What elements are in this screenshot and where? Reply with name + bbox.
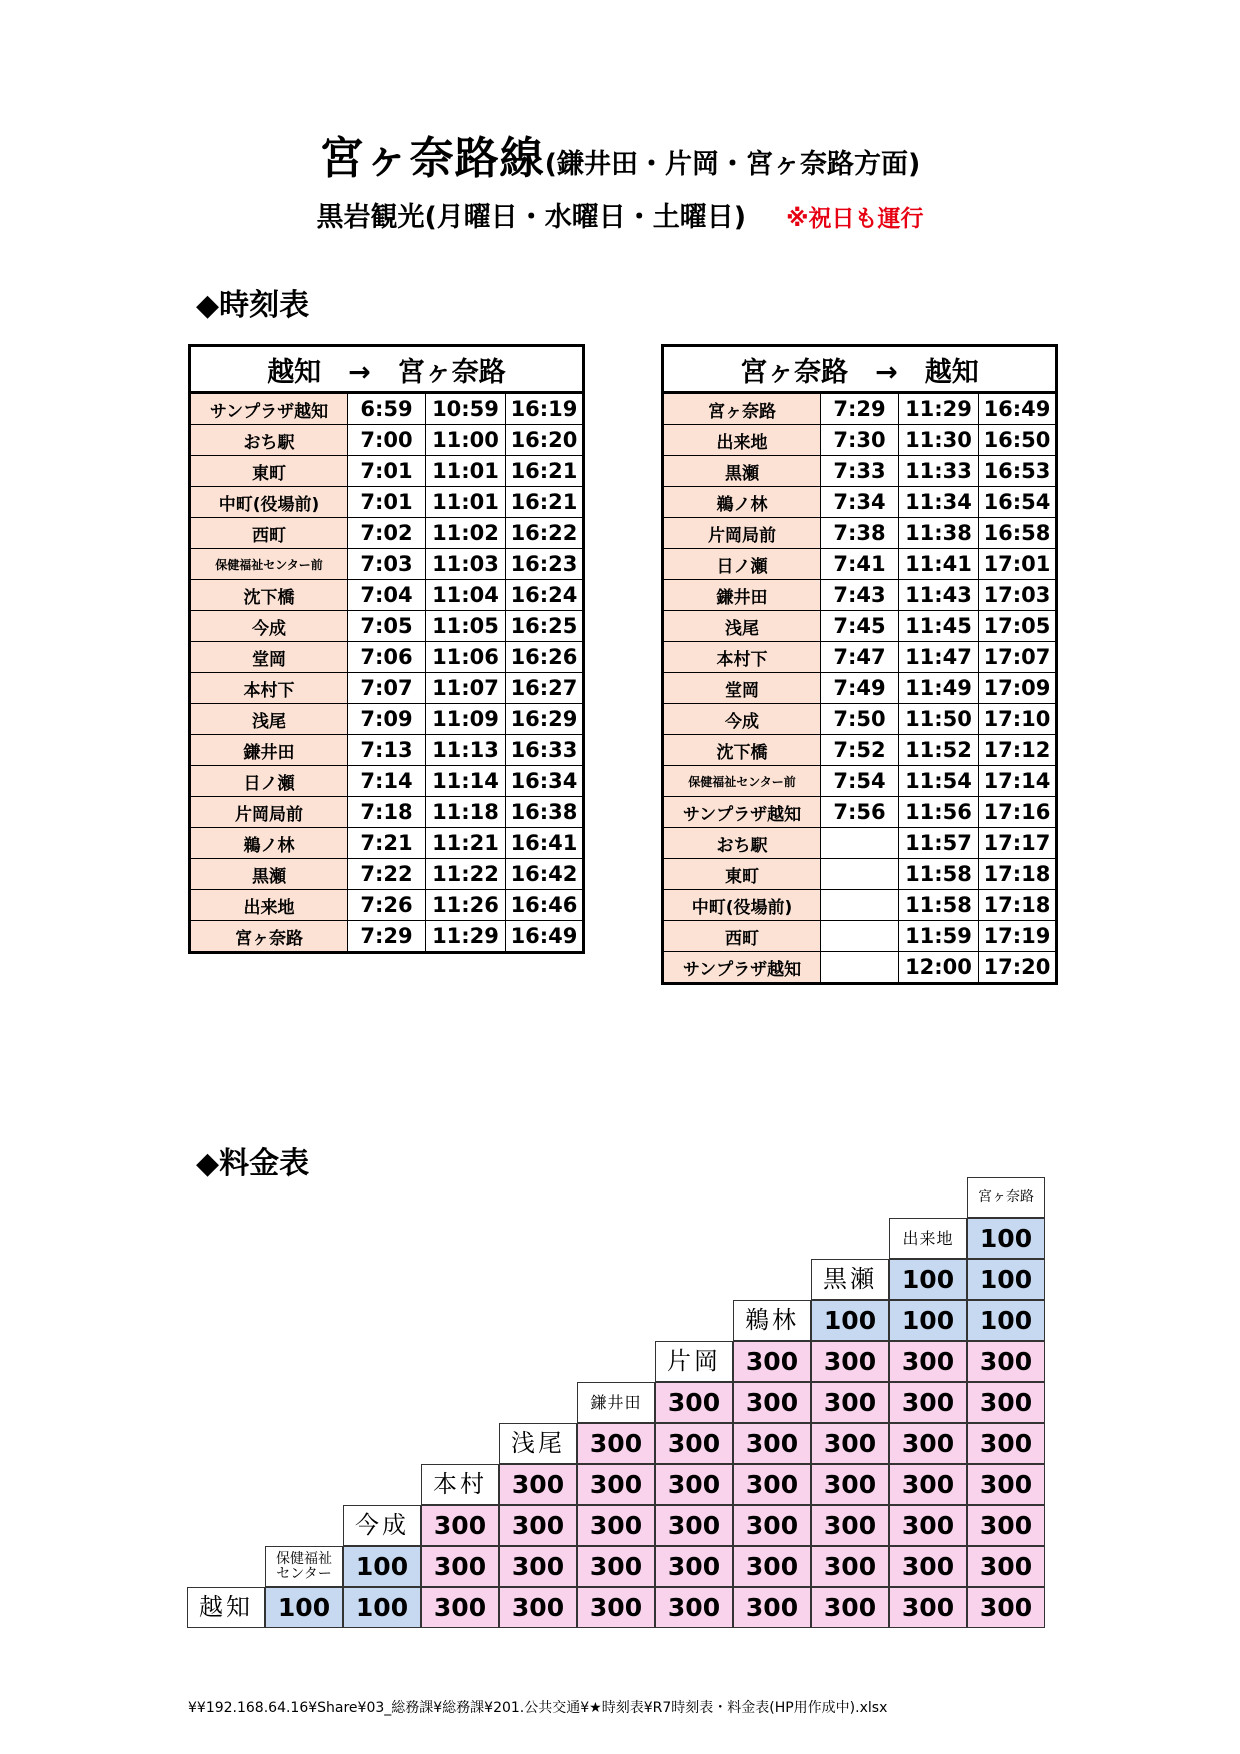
- departure-time: 7:05: [348, 611, 426, 642]
- departure-time: 7:02: [348, 518, 426, 549]
- stop-name: 宮ヶ奈路: [663, 393, 821, 425]
- departure-time: 17:17: [979, 828, 1057, 859]
- departure-time: 11:59: [899, 921, 979, 952]
- timetable-row: [663, 642, 1057, 673]
- departure-time: 7:21: [348, 828, 426, 859]
- departure-time: 16:20: [506, 425, 584, 456]
- stop-name: 鎌井田: [190, 735, 348, 766]
- fare-value: 100: [889, 1259, 967, 1300]
- timetable-row: [190, 828, 584, 859]
- fare-value: 300: [499, 1587, 577, 1628]
- timetable-row: [190, 580, 584, 611]
- fare-value: 300: [421, 1546, 499, 1587]
- timetable-row: [190, 921, 584, 953]
- departure-time: 16:21: [506, 487, 584, 518]
- fare-stop-label: 黒瀬: [811, 1259, 889, 1300]
- stop-name: 黒瀬: [663, 456, 821, 487]
- departure-time: 11:04: [426, 580, 506, 611]
- fare-value: 100: [967, 1300, 1045, 1341]
- stop-name: 鵜ノ林: [663, 487, 821, 518]
- departure-time: 11:21: [426, 828, 506, 859]
- fare-value: 300: [577, 1546, 655, 1587]
- departure-time: 16:58: [979, 518, 1057, 549]
- stop-name: おち駅: [190, 425, 348, 456]
- stop-name: 今成: [663, 704, 821, 735]
- timetable-row: [190, 735, 584, 766]
- departure-time: 11:05: [426, 611, 506, 642]
- fare-value: 300: [733, 1423, 811, 1464]
- timetable-row: [663, 487, 1057, 518]
- departure-time: 7:43: [821, 580, 899, 611]
- departure-time: 11:01: [426, 456, 506, 487]
- timetable-row: [190, 487, 584, 518]
- departure-time: 7:47: [821, 642, 899, 673]
- departure-time: 17:18: [979, 859, 1057, 890]
- stop-name: 沈下橋: [663, 735, 821, 766]
- fare-value: 300: [655, 1423, 733, 1464]
- departure-time: 16:50: [979, 425, 1057, 456]
- fare-value: 300: [577, 1587, 655, 1628]
- departure-time: 16:23: [506, 549, 584, 580]
- departure-time: 17:18: [979, 890, 1057, 921]
- departure-time: 11:18: [426, 797, 506, 828]
- departure-time: 7:26: [348, 890, 426, 921]
- fare-value: 300: [811, 1423, 889, 1464]
- timetable-row: [190, 518, 584, 549]
- fare-value: 100: [811, 1300, 889, 1341]
- stop-name: おち駅: [663, 828, 821, 859]
- departure-time: 11:34: [899, 487, 979, 518]
- timetable-row: [190, 890, 584, 921]
- departure-time: 7:34: [821, 487, 899, 518]
- departure-time: 7:13: [348, 735, 426, 766]
- stop-name: 日ノ瀬: [190, 766, 348, 797]
- fare-value: 100: [967, 1259, 1045, 1300]
- departure-time: 16:49: [979, 393, 1057, 425]
- stop-name: 保健福祉センター前: [190, 549, 348, 580]
- departure-time: 7:14: [348, 766, 426, 797]
- departure-time: [821, 952, 899, 984]
- departure-time: 11:38: [899, 518, 979, 549]
- fare-stop-label: 片岡: [655, 1341, 733, 1382]
- fare-value: 300: [655, 1587, 733, 1628]
- fare-stop-label: 浅尾: [499, 1423, 577, 1464]
- fare-value: 100: [967, 1218, 1045, 1259]
- fare-value: 300: [733, 1587, 811, 1628]
- departure-time: 7:50: [821, 704, 899, 735]
- fare-stop-label: 今成: [343, 1505, 421, 1546]
- departure-time: 7:01: [348, 456, 426, 487]
- stop-name: 東町: [190, 456, 348, 487]
- timetable-row: [190, 673, 584, 704]
- fare-stop-label: 越知: [187, 1587, 265, 1628]
- departure-time: 11:33: [899, 456, 979, 487]
- fare-value: 300: [655, 1464, 733, 1505]
- timetable-row: [663, 518, 1057, 549]
- fare-value: 300: [577, 1464, 655, 1505]
- timetable-row: [663, 797, 1057, 828]
- fare-value: 300: [499, 1505, 577, 1546]
- departure-time: 7:00: [348, 425, 426, 456]
- departure-time: 7:29: [821, 393, 899, 425]
- departure-time: 7:38: [821, 518, 899, 549]
- stop-name: 東町: [663, 859, 821, 890]
- departure-time: 16:33: [506, 735, 584, 766]
- departure-time: 7:54: [821, 766, 899, 797]
- stop-name: 浅尾: [663, 611, 821, 642]
- departure-time: 17:20: [979, 952, 1057, 984]
- departure-time: 11:30: [899, 425, 979, 456]
- departure-time: 16:41: [506, 828, 584, 859]
- fare-value: 300: [811, 1587, 889, 1628]
- departure-time: 17:03: [979, 580, 1057, 611]
- departure-time: 7:22: [348, 859, 426, 890]
- departure-time: 16:26: [506, 642, 584, 673]
- stop-name: 片岡局前: [190, 797, 348, 828]
- departure-time: 17:07: [979, 642, 1057, 673]
- timetable-row: [190, 766, 584, 797]
- departure-time: 7:07: [348, 673, 426, 704]
- stop-name: 本村下: [663, 642, 821, 673]
- fare-stop-label: 保健福祉 センター: [265, 1546, 343, 1587]
- departure-time: 16:38: [506, 797, 584, 828]
- timetable-row: [663, 859, 1057, 890]
- fare-value: 300: [733, 1505, 811, 1546]
- stop-name: 中町(役場前): [190, 487, 348, 518]
- fare-value: 300: [967, 1382, 1045, 1423]
- operator-name: 黒岩観光(月曜日・水曜日・土曜日): [316, 202, 747, 233]
- departure-time: 12:00: [899, 952, 979, 984]
- departure-time: 11:52: [899, 735, 979, 766]
- departure-time: 10:59: [426, 393, 506, 425]
- fare-value: 300: [889, 1423, 967, 1464]
- timetable-row: [663, 766, 1057, 797]
- stop-name: 堂岡: [663, 673, 821, 704]
- fare-value: 300: [811, 1464, 889, 1505]
- timetable-row: [663, 673, 1057, 704]
- fare-value: 300: [889, 1587, 967, 1628]
- fare-stop-label: 出来地: [889, 1218, 967, 1259]
- departure-time: 11:02: [426, 518, 506, 549]
- fare-heading: ◆料金表: [196, 1146, 310, 1181]
- departure-time: 16:53: [979, 456, 1057, 487]
- departure-time: 11:50: [899, 704, 979, 735]
- departure-time: 16:42: [506, 859, 584, 890]
- stop-name: 浅尾: [190, 704, 348, 735]
- departure-time: 17:09: [979, 673, 1057, 704]
- departure-time: 7:29: [348, 921, 426, 953]
- departure-time: 11:45: [899, 611, 979, 642]
- timetable-row: [663, 393, 1057, 425]
- departure-time: 16:21: [506, 456, 584, 487]
- departure-time: 11:49: [899, 673, 979, 704]
- timetable-row: [663, 580, 1057, 611]
- fare-value: 300: [577, 1423, 655, 1464]
- timetable-row: [663, 735, 1057, 766]
- departure-time: 17:01: [979, 549, 1057, 580]
- fare-value: 300: [967, 1546, 1045, 1587]
- departure-time: 16:22: [506, 518, 584, 549]
- timetable-row: [663, 890, 1057, 921]
- departure-time: 11:14: [426, 766, 506, 797]
- fare-stop-label: 宮ヶ奈路: [967, 1177, 1045, 1218]
- departure-time: 7:30: [821, 425, 899, 456]
- departure-time: 11:29: [426, 921, 506, 953]
- departure-time: 7:41: [821, 549, 899, 580]
- fare-stop-label: 鵜林: [733, 1300, 811, 1341]
- operator-line: [0, 195, 1240, 234]
- departure-time: 17:05: [979, 611, 1057, 642]
- fare-value: 300: [889, 1505, 967, 1546]
- stop-name: 西町: [190, 518, 348, 549]
- timetable-row: [663, 425, 1057, 456]
- fare-value: 300: [967, 1423, 1045, 1464]
- stop-name: 出来地: [663, 425, 821, 456]
- departure-time: [821, 921, 899, 952]
- timetable-row: [663, 952, 1057, 984]
- departure-time: 11:47: [899, 642, 979, 673]
- departure-time: 17:16: [979, 797, 1057, 828]
- stop-name: 鵜ノ林: [190, 828, 348, 859]
- fare-value: 300: [421, 1505, 499, 1546]
- stop-name: 本村下: [190, 673, 348, 704]
- departure-time: 16:29: [506, 704, 584, 735]
- fare-value: 300: [499, 1464, 577, 1505]
- departure-time: 16:25: [506, 611, 584, 642]
- departure-time: 17:19: [979, 921, 1057, 952]
- departure-time: 11:01: [426, 487, 506, 518]
- fare-value: 300: [967, 1505, 1045, 1546]
- fare-value: 300: [811, 1546, 889, 1587]
- departure-time: 7:33: [821, 456, 899, 487]
- timetable-heading: ◆時刻表: [196, 288, 310, 323]
- fare-value: 300: [967, 1341, 1045, 1382]
- departure-time: [821, 859, 899, 890]
- timetable-row: [190, 797, 584, 828]
- departure-time: 11:58: [899, 859, 979, 890]
- departure-time: 11:43: [899, 580, 979, 611]
- departure-time: 7:18: [348, 797, 426, 828]
- departure-time: 11:29: [899, 393, 979, 425]
- fare-value: 300: [967, 1587, 1045, 1628]
- departure-time: 17:10: [979, 704, 1057, 735]
- fare-value: 300: [421, 1587, 499, 1628]
- stop-name: 堂岡: [190, 642, 348, 673]
- timetable-row: [663, 704, 1057, 735]
- fare-value: 100: [343, 1587, 421, 1628]
- stop-name: サンプラザ越知: [663, 952, 821, 984]
- departure-time: 11:13: [426, 735, 506, 766]
- stop-name: 沈下橋: [190, 580, 348, 611]
- departure-time: 11:58: [899, 890, 979, 921]
- timetable-row: [190, 393, 584, 425]
- departure-time: 16:54: [979, 487, 1057, 518]
- timetable-row: [190, 611, 584, 642]
- stop-name: 鎌井田: [663, 580, 821, 611]
- departure-time: 11:41: [899, 549, 979, 580]
- fare-value: 300: [733, 1546, 811, 1587]
- fare-value: 300: [889, 1341, 967, 1382]
- departure-time: 6:59: [348, 393, 426, 425]
- fare-stop-label: 鎌井田: [577, 1382, 655, 1423]
- timetable-row: [190, 425, 584, 456]
- fare-value: 300: [811, 1341, 889, 1382]
- departure-time: 11:09: [426, 704, 506, 735]
- departure-time: 7:01: [348, 487, 426, 518]
- outbound-timetable: [188, 344, 585, 954]
- departure-time: 11:57: [899, 828, 979, 859]
- stop-name: 出来地: [190, 890, 348, 921]
- timetable-row: [663, 456, 1057, 487]
- fare-value: 100: [265, 1587, 343, 1628]
- file-path: ¥¥192.168.64.16¥Share¥03_総務課¥総務課¥201.公共交通¥★時刻表¥R7時刻表・料金表(HP用作成中).xlsx: [188, 1700, 888, 1716]
- departure-time: 11:26: [426, 890, 506, 921]
- fare-value: 300: [733, 1341, 811, 1382]
- fare-value: 100: [343, 1546, 421, 1587]
- departure-time: 11:54: [899, 766, 979, 797]
- departure-time: 11:22: [426, 859, 506, 890]
- timetable-row: [663, 611, 1057, 642]
- fare-value: 300: [889, 1464, 967, 1505]
- departure-time: 11:00: [426, 425, 506, 456]
- departure-time: 17:12: [979, 735, 1057, 766]
- departure-time: 11:56: [899, 797, 979, 828]
- timetable-row: [663, 828, 1057, 859]
- inbound-heading: 宮ヶ奈路 → 越知: [663, 346, 1057, 393]
- fare-value: 300: [811, 1505, 889, 1546]
- timetable-row: [190, 456, 584, 487]
- departure-time: [821, 890, 899, 921]
- departure-time: 7:49: [821, 673, 899, 704]
- fare-value: 100: [889, 1300, 967, 1341]
- fare-value: 300: [655, 1546, 733, 1587]
- fare-value: 300: [967, 1464, 1045, 1505]
- stop-name: 日ノ瀬: [663, 549, 821, 580]
- departure-time: 16:46: [506, 890, 584, 921]
- departure-time: 7:03: [348, 549, 426, 580]
- departure-time: 7:04: [348, 580, 426, 611]
- fare-value: 300: [733, 1382, 811, 1423]
- stop-name: 黒瀬: [190, 859, 348, 890]
- departure-time: 16:34: [506, 766, 584, 797]
- fare-value: 300: [499, 1546, 577, 1587]
- stop-name: サンプラザ越知: [190, 393, 348, 425]
- fare-value: 300: [577, 1505, 655, 1546]
- fare-value: 300: [811, 1382, 889, 1423]
- departure-time: 16:49: [506, 921, 584, 953]
- departure-time: 16:19: [506, 393, 584, 425]
- fare-value: 300: [889, 1546, 967, 1587]
- departure-time: 16:27: [506, 673, 584, 704]
- holiday-note: ※祝日も運行: [786, 206, 924, 232]
- departure-time: 16:24: [506, 580, 584, 611]
- departure-time: 7:09: [348, 704, 426, 735]
- fare-value: 300: [655, 1505, 733, 1546]
- page-title: [0, 122, 1240, 186]
- departure-time: 7:52: [821, 735, 899, 766]
- departure-time: 7:56: [821, 797, 899, 828]
- timetable-row: [663, 549, 1057, 580]
- departure-time: 11:07: [426, 673, 506, 704]
- fare-value: 300: [733, 1464, 811, 1505]
- fare-value: 300: [889, 1382, 967, 1423]
- timetable-row: [190, 642, 584, 673]
- timetable-row: [190, 859, 584, 890]
- departure-time: 17:14: [979, 766, 1057, 797]
- stop-name: 宮ヶ奈路: [190, 921, 348, 953]
- stop-name: 保健福祉センター前: [663, 766, 821, 797]
- stop-name: 今成: [190, 611, 348, 642]
- stop-name: 中町(役場前): [663, 890, 821, 921]
- fare-value: 300: [655, 1382, 733, 1423]
- inbound-timetable: [661, 344, 1058, 985]
- departure-time: 11:06: [426, 642, 506, 673]
- stop-name: 西町: [663, 921, 821, 952]
- stop-name: 片岡局前: [663, 518, 821, 549]
- timetable-row: [190, 704, 584, 735]
- route-direction: (鎌井田・片岡・宮ヶ奈路方面): [544, 149, 921, 180]
- timetable-row: [663, 921, 1057, 952]
- departure-time: 7:06: [348, 642, 426, 673]
- timetable-row: [190, 549, 584, 580]
- route-name: 宮ヶ奈路線: [319, 133, 545, 184]
- stop-name: サンプラザ越知: [663, 797, 821, 828]
- departure-time: 7:45: [821, 611, 899, 642]
- fare-stop-label: 本村: [421, 1464, 499, 1505]
- outbound-heading: 越知 → 宮ヶ奈路: [190, 346, 584, 393]
- departure-time: 11:03: [426, 549, 506, 580]
- departure-time: [821, 828, 899, 859]
